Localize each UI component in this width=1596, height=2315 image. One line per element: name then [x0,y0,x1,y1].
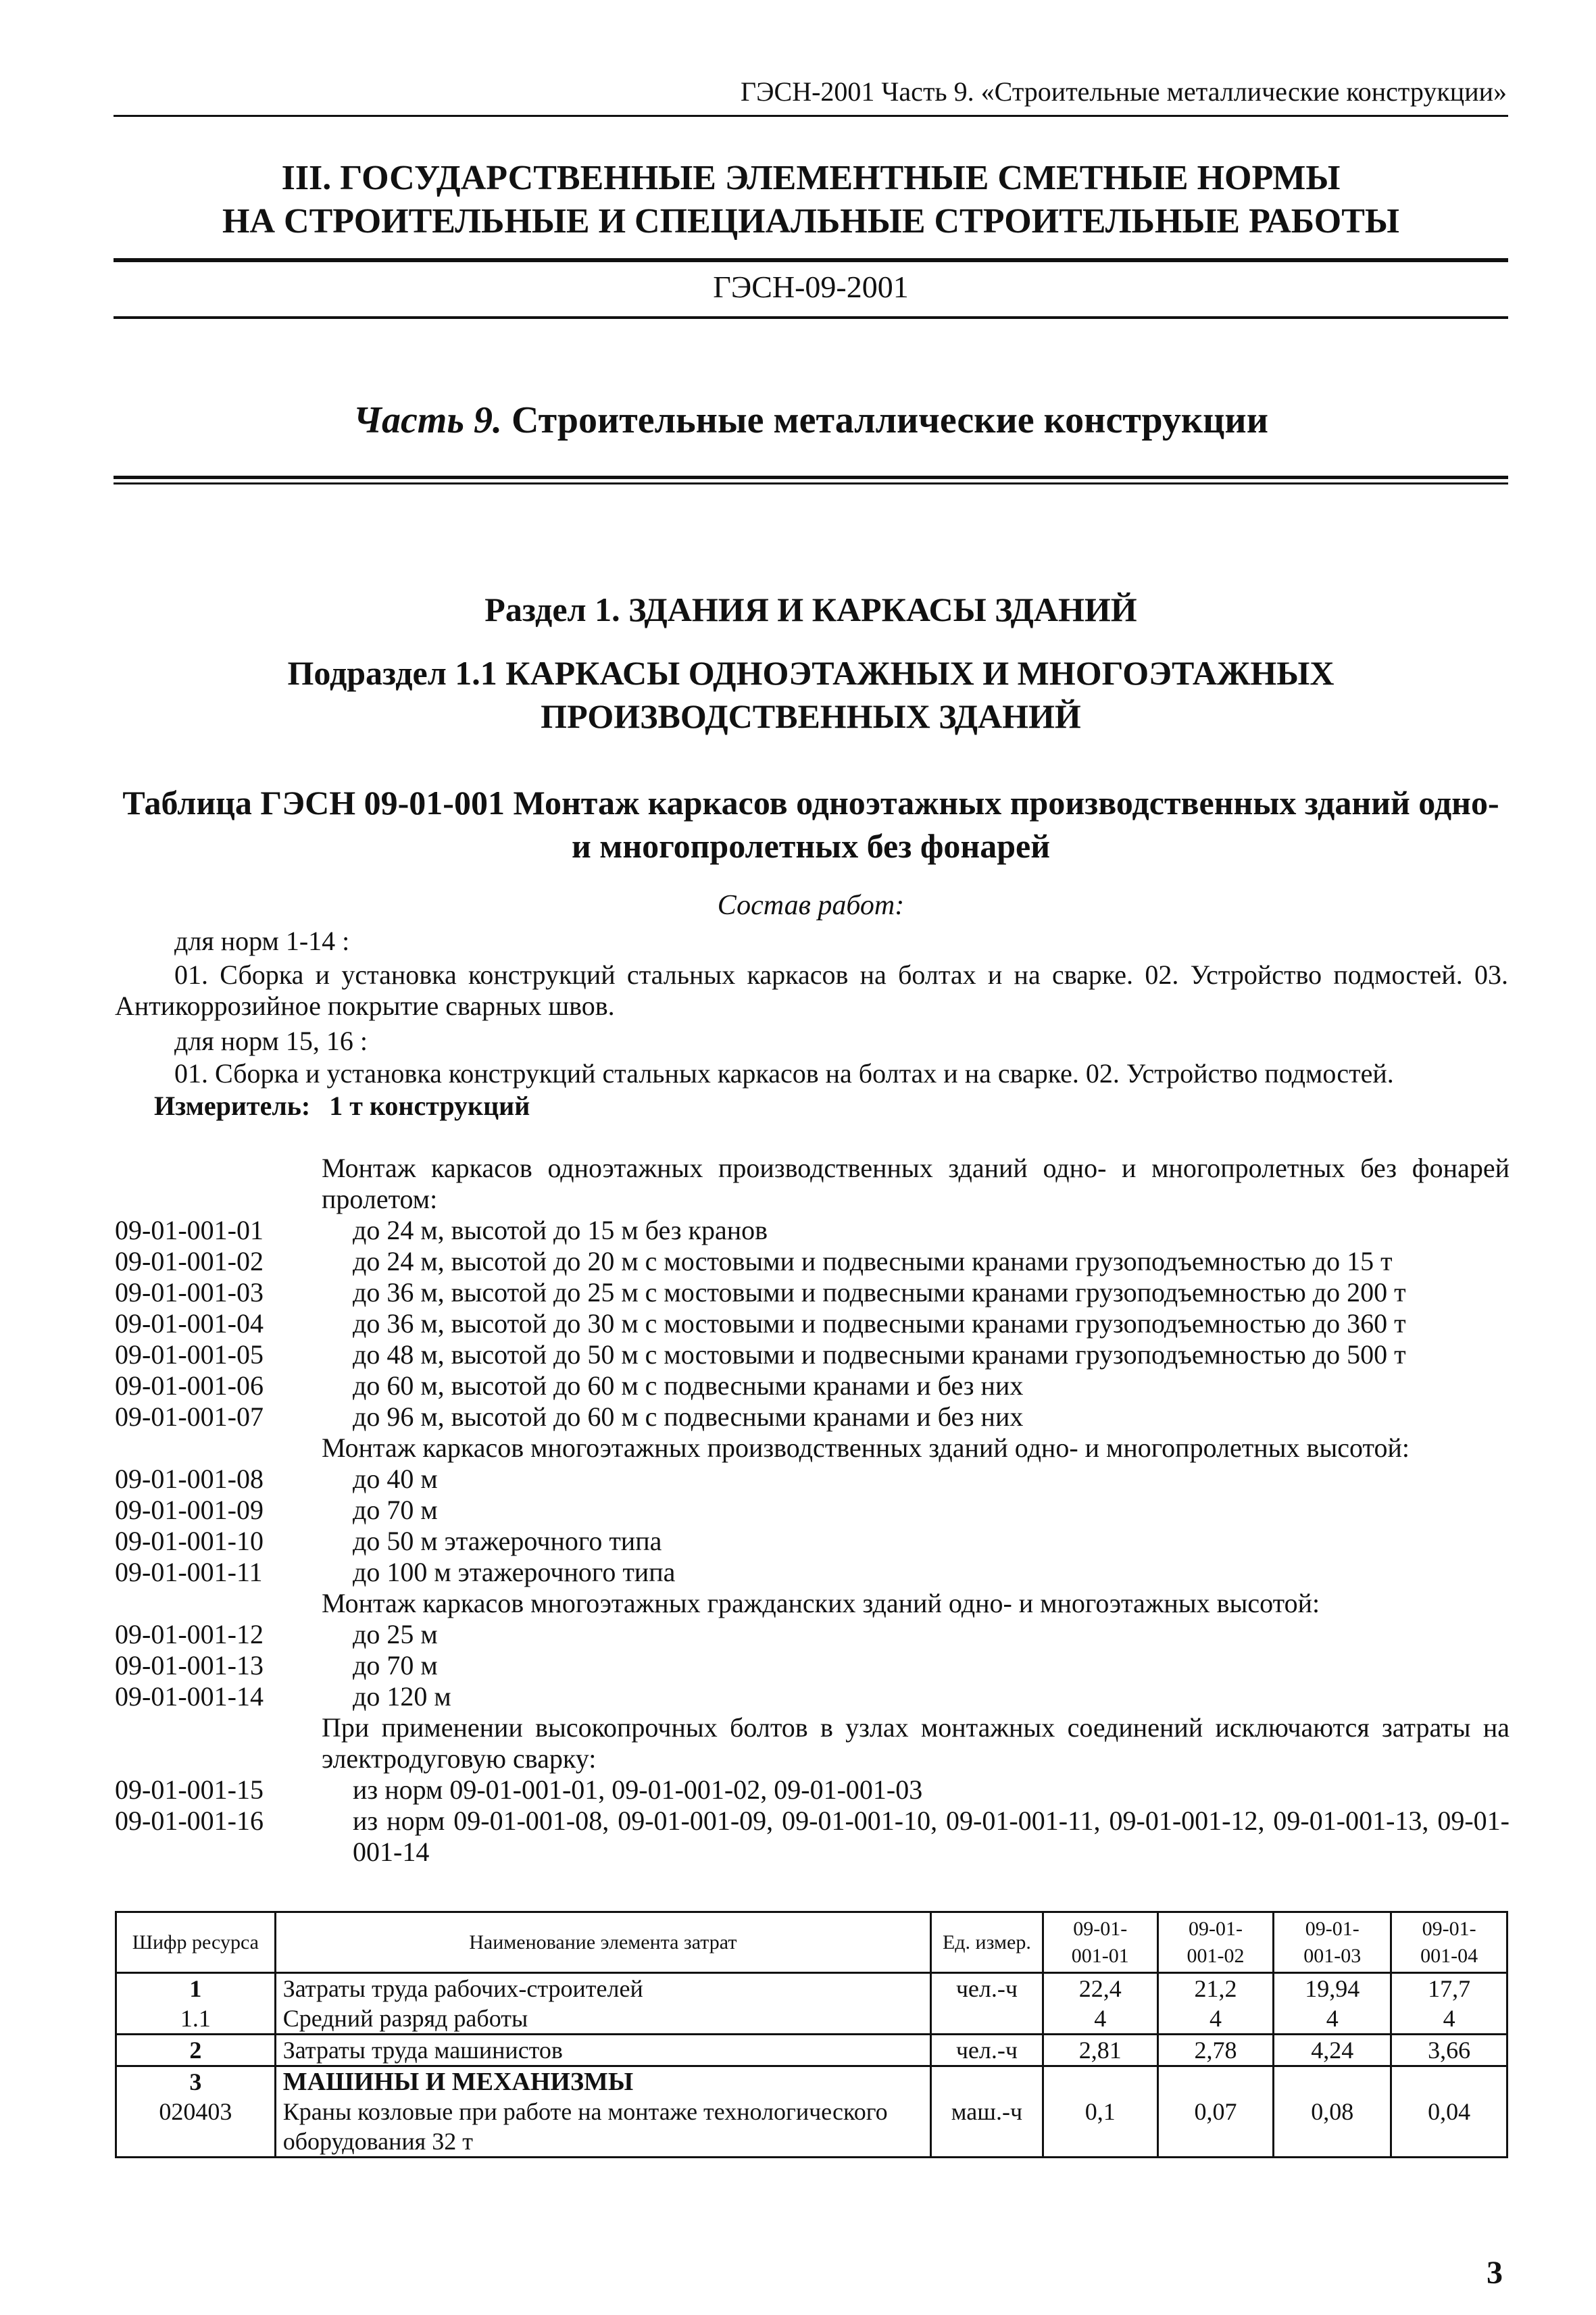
main-title-line: III. ГОСУДАРСТВЕННЫЕ ЭЛЕМЕНТНЫЕ СМЕТНЫЕ НОРМЫ [281,159,1341,197]
header-rule [114,115,1508,117]
norm-code: 09-01-001-06 [115,1370,264,1401]
main-title [114,157,1508,243]
norm-row [115,1557,1510,1588]
norm-code: 09-01-001-05 [115,1339,264,1370]
table-title-line: Таблица ГЭСН 09-01-001 Монтаж каркасов одноэтажных производственных зданий одно- [122,784,1499,822]
norm-row [115,1215,1510,1246]
norm-description: из норм 09-01-001-08, 09-01-001-09, 09-01-001-10, 09-01-001-11, 09-01-001-12, 09-01-001-13, 09-01-001-14 [353,1806,1510,1867]
norm-group-heading [115,1433,1510,1464]
cell-value: 0,1 [1043,2066,1157,2158]
norm-code: 09-01-001-08 [115,1464,264,1494]
cell-text: 4 [1094,2005,1107,2032]
norm-description: Монтаж каркасов многоэтажных гражданских зданий одно- и многоэтажных высотой: [322,1588,1320,1618]
cell-name: Затраты труда машинистов [275,2035,930,2066]
norm-code: 09-01-001-03 [115,1277,264,1308]
section-title: Раздел 1. ЗДАНИЯ И КАРКАСЫ ЗДАНИЙ [484,591,1137,628]
norm-group-heading [115,1712,1510,1774]
header-line: 09-01- [1422,1917,1476,1940]
subsection-line: ПРОИЗВОДСТВЕННЫХ ЗДАНИЙ [541,697,1081,735]
norm-row [115,1370,1510,1401]
header-line: 001-03 [1303,1944,1362,1967]
table-row [116,2035,1507,2066]
cell-text: 1 [189,1975,202,2002]
cell-value: 2,78 [1157,2035,1274,2066]
divider-rule [114,476,1508,479]
document-code: ГЭСН-09-2001 [713,270,909,304]
header-code: Шифр ресурса [116,1912,276,1973]
norm-description: до 60 м, высотой до 60 м с подвесными кранами и без них [353,1370,1024,1401]
header-unit: Ед. измер. [930,1912,1043,1973]
work-composition-heading: Состав работ: [717,890,905,921]
norm-code: 09-01-001-02 [115,1246,264,1276]
norm-code: 09-01-001-14 [115,1681,264,1712]
cell-text: МАШИНЫ И МЕХАНИЗМЫ [282,2068,634,2096]
work-composition-text: 01. Сборка и установка конструкций стальных каркасов на болтах и на сварке. 02. Устройство подмостей. 03. Антикоррозийное покрытие сварных швов. [115,960,1508,1021]
norm-code: 09-01-001-12 [115,1619,264,1649]
norm-code: 09-01-001-11 [115,1557,263,1587]
norm-description: до 24 м, высотой до 20 м с мостовыми и подвесными кранами грузоподъемностью до 15 т [353,1246,1393,1276]
norm-code: 09-01-001-10 [115,1526,264,1556]
cell-code: 2 [116,2035,276,2066]
norm-group-heading [115,1153,1510,1215]
norm-description: до 48 м, высотой до 50 м с мостовыми и подвесными кранами грузоподъемностью до 500 т [353,1339,1406,1370]
part-prefix: Часть 9. [353,399,502,441]
cell-text: Затраты труда рабочих-строителей [282,1975,643,2002]
divider-rule [114,482,1508,484]
norm-description: до 25 м [353,1619,438,1649]
header-line: 001-01 [1071,1944,1129,1967]
header-norm-col [1391,1912,1507,1973]
norm-row [115,1526,1510,1557]
norm-code: 09-01-001-15 [115,1774,264,1805]
cell-text: 3 [189,2068,202,2095]
header-line: 09-01- [1305,1917,1360,1940]
subsection-title [114,651,1508,738]
norm-row [115,1401,1510,1433]
norm-description: до 36 м, высотой до 30 м с мостовыми и подвесными кранами грузоподъемностью до 360 т [353,1308,1406,1339]
norm-code: 09-01-001-04 [115,1308,264,1339]
divider-rule [114,258,1508,262]
cell-text: 22,4 [1078,1975,1122,2002]
norm-row [115,1681,1510,1712]
subsection-line: Подраздел 1.1 КАРКАСЫ ОДНОЭТАЖНЫХ И МНОГОЭТАЖНЫХ [287,654,1335,692]
norm-code: 09-01-001-09 [115,1495,264,1525]
norm-description: до 120 м [353,1681,451,1712]
cell-text: Средний разряд работы [282,2005,528,2032]
header-norm-col [1274,1912,1391,1973]
part-title [114,399,1508,442]
cell-value: 3,66 [1391,2035,1507,2066]
divider-rule [114,316,1508,319]
header-line: 001-04 [1420,1944,1478,1967]
main-title-line: НА СТРОИТЕЛЬНЫЕ И СПЕЦИАЛЬНЫЕ СТРОИТЕЛЬНЫЕ РАБОТЫ [222,202,1399,241]
norm-code: 09-01-001-07 [115,1401,264,1432]
norm-row [115,1339,1510,1370]
cell-text: Краны козловые при работе на монтаже технологического оборудования 32 т [282,2098,888,2155]
norm-list [115,1153,1510,1868]
norm-description: до 100 м этажерочного типа [353,1557,676,1587]
cell-text: 020403 [159,2098,232,2125]
cell-name [275,1973,930,2035]
norm-row [115,1277,1510,1308]
norm-description: из норм 09-01-001-01, 09-01-001-02, 09-01-001-03 [353,1774,923,1805]
meter-value: 1 т конструкций [329,1091,530,1121]
norm-description: до 40 м [353,1464,438,1494]
norm-description: При применении высокопрочных болтов в узлах монтажных соединений исключаются затраты на электродуговую сварку: [322,1712,1510,1774]
header-line: 09-01- [1188,1917,1243,1940]
norm-row [115,1246,1510,1277]
cell-value: 4,24 [1274,2035,1391,2066]
norm-row [115,1495,1510,1526]
header-line: 09-01- [1073,1917,1128,1940]
norm-row [115,1806,1510,1868]
cell-text: 21,2 [1194,1975,1237,2002]
norm-code: 09-01-001-13 [115,1650,264,1681]
cell-code [116,2066,276,2158]
norm-code: 09-01-001-01 [115,1215,264,1245]
header-norm-col [1043,1912,1157,1973]
cell-value: 0,08 [1274,2066,1391,2158]
table-title-line: и многопролетных без фонарей [571,827,1051,865]
norm-description: до 70 м [353,1650,438,1681]
norm-row [115,1774,1510,1806]
norms-range-label: для норм 1-14 : [174,926,350,956]
norm-row [115,1308,1510,1339]
cell-text: 4 [1443,2005,1455,2032]
cell-text: 4 [1209,2005,1222,2032]
running-header: ГЭСН-2001 Часть 9. «Строительные металлические конструкции» [741,76,1507,107]
cell-code [116,1973,276,2035]
meter [154,1091,530,1122]
cell-value [1391,1973,1507,2035]
page-number: 3 [1487,2255,1503,2291]
cell-unit: чел.-ч [930,2035,1043,2066]
meter-label: Измеритель: [154,1091,311,1121]
norm-description: до 50 м этажерочного типа [353,1526,662,1556]
cell-unit: маш.-ч [930,2066,1043,2158]
norm-group-heading [115,1588,1510,1619]
cell-text: 1.1 [180,2005,211,2032]
norm-description: до 70 м [353,1495,438,1525]
cell-value: 0,07 [1157,2066,1274,2158]
cell-unit: чел.-ч [930,1973,1043,2035]
norm-description: до 24 м, высотой до 15 м без кранов [353,1215,768,1245]
cell-value [1043,1973,1157,2035]
norm-row [115,1619,1510,1650]
table-row [116,1973,1507,2035]
cell-name [275,2066,930,2158]
norm-description: до 96 м, высотой до 60 м с подвесными кранами и без них [353,1401,1024,1432]
cell-text: 17,7 [1428,1975,1471,2002]
cell-value: 2,81 [1043,2035,1157,2066]
cell-value: 0,04 [1391,2066,1507,2158]
header-line: 001-02 [1187,1944,1245,1967]
header-norm-col [1157,1912,1274,1973]
cell-text: 4 [1326,2005,1339,2032]
cell-value [1274,1973,1391,2035]
norms-range-label: для норм 15, 16 : [174,1026,368,1056]
table-title [108,781,1514,868]
table-row [116,2066,1507,2158]
header-name: Наименование элемента затрат [275,1912,930,1973]
norm-description: Монтаж каркасов одноэтажных производственных зданий одно- и многопролетных без фонарей пролетом: [322,1153,1510,1214]
cell-text: 19,94 [1305,1975,1360,2002]
norm-row [115,1464,1510,1495]
work-composition-text: 01. Сборка и установка конструкций стальных каркасов на болтах и на сварке. 02. Устройство подмостей. [174,1058,1394,1089]
part-name: Строительные металлические конструкции [511,399,1268,441]
norm-code: 09-01-001-16 [115,1806,264,1836]
cell-value [1157,1973,1274,2035]
norm-row [115,1650,1510,1681]
norm-description: Монтаж каркасов многоэтажных производственных зданий одно- и многопролетных высотой: [322,1433,1410,1463]
resource-table [115,1911,1508,2158]
norm-description: до 36 м, высотой до 25 м с мостовыми и подвесными кранами грузоподъемностью до 200 т [353,1277,1406,1308]
table-header-row [116,1912,1507,1973]
